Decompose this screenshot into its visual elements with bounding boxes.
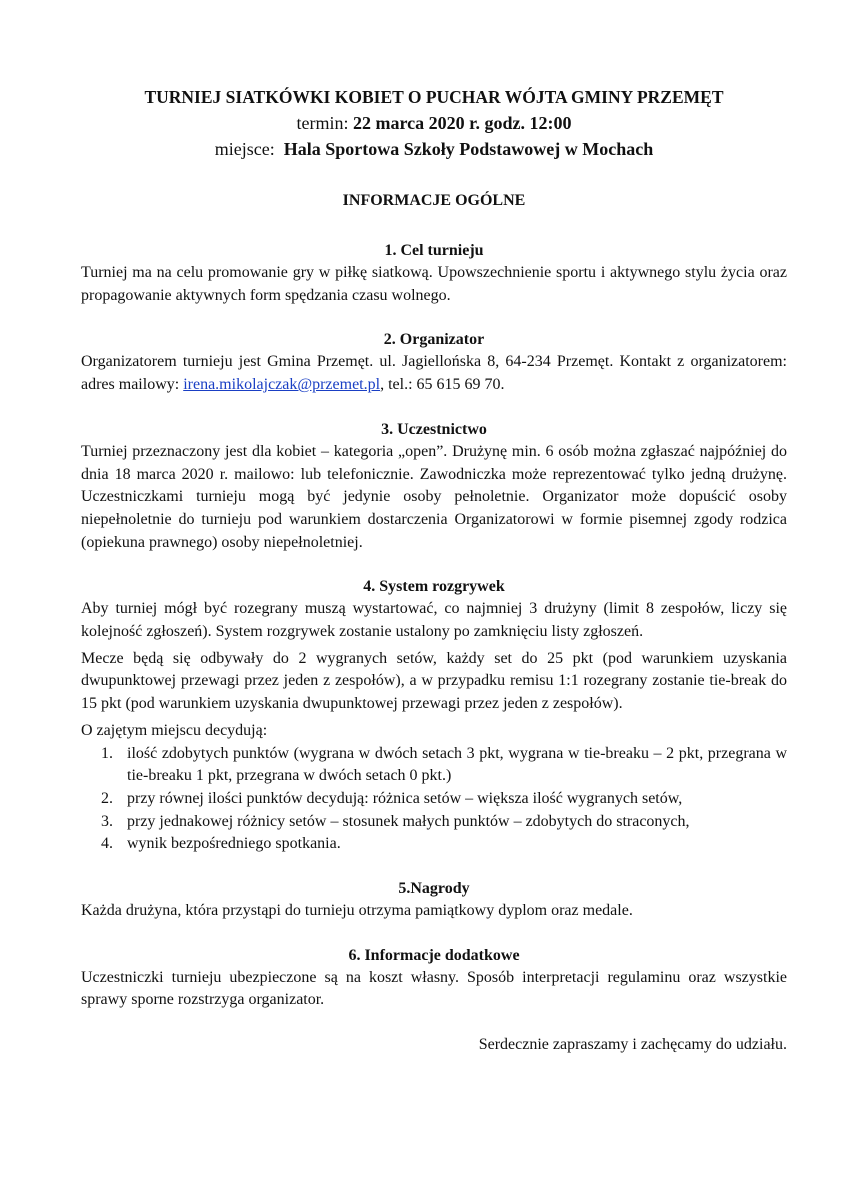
- section-3-text: Turniej przeznaczony jest dla kobiet – kategoria „open”. Drużynę min. 6 osób można zgłaszać najpóźniej do dnia 18 marca 2020 r. mailowo: lub telefonicznie. Zawodniczka może reprezentować tylko jedną drużynę. Uczestniczkami turnieju mogą być jedynie osoby pełnoletnie. Organizator może dopuścić osoby niepełnoletnie do turnieju pod warunkiem dostarczenia Organizatorowi w formie pisemnej zgody rodzica (opiekuna prawnego) osoby niepełnoletniej.: [81, 442, 787, 551]
- section-4-heading: 4. System rozgrywek: [363, 578, 505, 596]
- list-item: 3. przy jednakowej różnicy setów – stosunek małych punktów – zdobytych do straconych,: [101, 812, 690, 830]
- section-1-text: Turniej ma na celu promowanie gry w piłkę siatkową. Upowszechnienie sportu i aktywnego stylu życia oraz propagowanie aktywnych form spędzania czasu wolnego.: [81, 264, 787, 304]
- list-item: 4. wynik bezpośredniego spotkania.: [101, 835, 341, 853]
- event-place-line: [81, 136, 787, 162]
- event-date-line: [81, 110, 787, 136]
- section-6-heading: 6. Informacje dodatkowe: [348, 946, 520, 964]
- general-info-heading: INFORMACJE OGÓLNE: [342, 192, 526, 209]
- ranking-criteria-list: [81, 743, 787, 857]
- document-title: TURNIEJ SIATKÓWKI KOBIET O PUCHAR WÓJTA GMINY PRZEMĘT: [144, 87, 724, 107]
- section-3-heading: 3. Uczestnictwo: [381, 420, 487, 438]
- section-5-text: Każda drużyna, która przystąpi do turnieju otrzyma pamiątkowy dyplom oraz medale.: [81, 902, 633, 920]
- document-page: [81, 84, 787, 1057]
- date-value: 22 marca 2020 r. godz. 12:00: [353, 113, 572, 133]
- section-1-heading: 1. Cel turnieju: [384, 242, 484, 259]
- section-4-paragraph-3: O zajętym miejscu decydują:: [81, 721, 268, 739]
- section-2-text-a: Organizatorem turnieju jest Gmina Przemęt. ul. Jagiellońska 8, 64-234 Przemęt. Kontakt z organizatorem: adres mailowy:: [81, 353, 787, 394]
- section-4-paragraph-2: Mecze będą się odbywały do 2 wygranych setów, każdy set do 25 pkt (pod warunkiem uzyskania dwupunktowej przewagi przez jeden z zespołów), a w przypadku remisu 1:1 rozegrany zostanie tie-break do 15 pkt (pod warunkiem uzyskania dwupunktowej przewagi przez jeden z zespołów).: [81, 649, 787, 713]
- section-6-text: Uczestniczki turnieju ubezpieczone są na koszt własny. Sposób interpretacji regulaminu oraz wszystkie sprawy sporne rozstrzyga organizator.: [81, 968, 787, 1009]
- organizer-email-link[interactable]: irena.mikolajczak@przemet.pl: [183, 376, 381, 394]
- section-2-text-b: , tel.: 65 615 69 70.: [380, 376, 505, 394]
- list-item: 2. przy równej ilości punktów decydują: różnica setów – większa ilość wygranych setów,: [101, 789, 683, 807]
- closing-line: Serdecznie zapraszamy i zachęcamy do udziału.: [478, 1036, 787, 1054]
- section-4-paragraph-1: Aby turniej mógł być rozegrany muszą wystartować, co najmniej 3 drużyny (limit 8 zespołów, liczy się kolejność zgłoszeń). System rozgrywek zostanie ustalony po zamknięciu listy zgłoszeń.: [81, 600, 787, 641]
- place-label: miejsce:: [214, 139, 275, 159]
- section-2-heading: 2. Organizator: [383, 331, 485, 349]
- list-item: 1. ilość zdobytych punktów (wygrana w dwóch setach 3 pkt, wygrana w tie-breaku – 2 pkt, przegrana w tie-breaku 1 pkt, przegrana w dwóch setach 0 pkt.): [101, 744, 787, 785]
- date-label: termin:: [296, 113, 349, 133]
- section-5-heading: 5.Nagrody: [398, 880, 470, 898]
- section-2-text: [81, 351, 787, 396]
- place-value: Hala Sportowa Szkoły Podstawowej w Mochach: [283, 139, 654, 159]
